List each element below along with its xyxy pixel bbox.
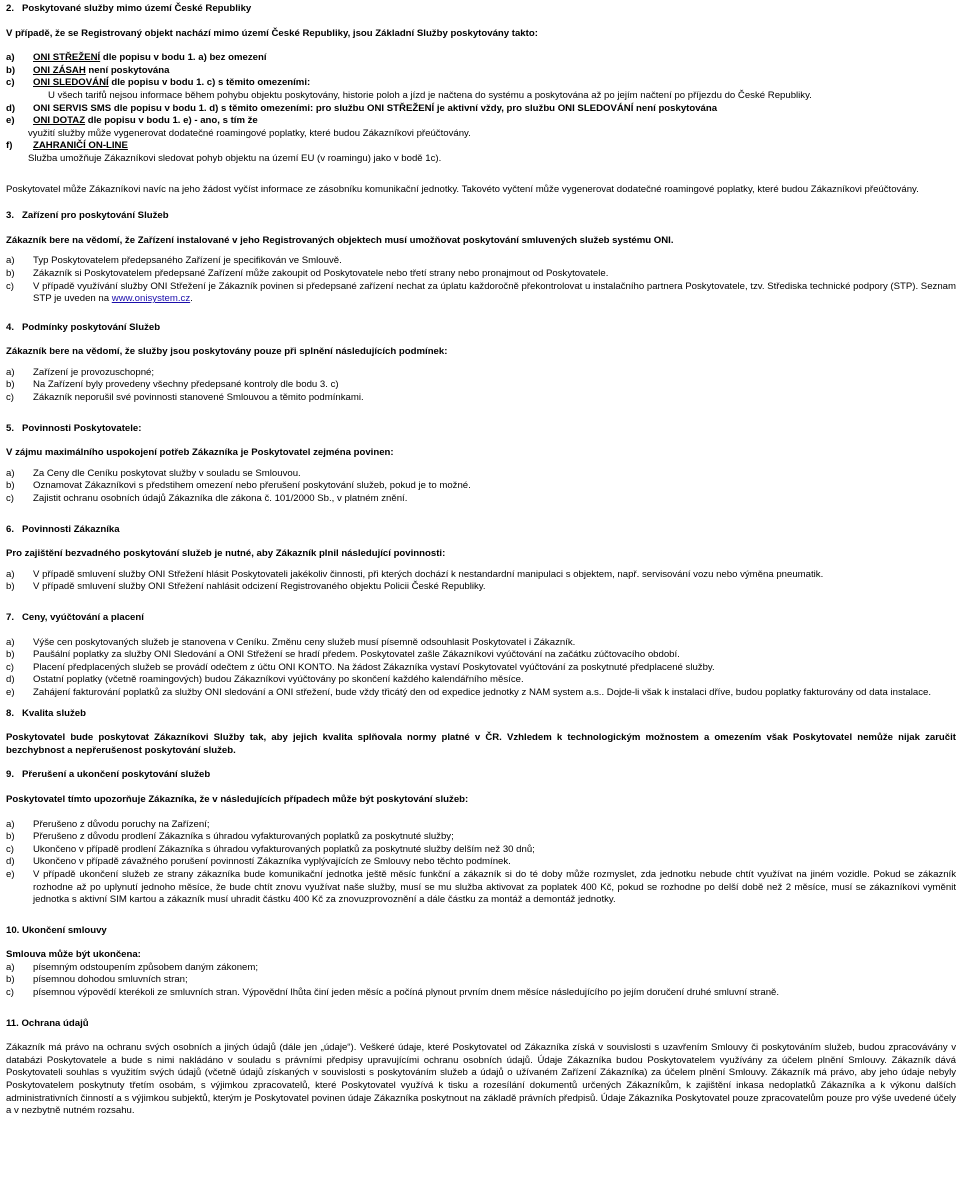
list-item: [6, 674, 956, 687]
item-text: Na Zařízení byly provedeny všechny předepsané kontroly dle bodu 3. c): [33, 379, 339, 391]
item-label: a): [6, 467, 15, 479]
list-item: [6, 649, 956, 662]
list-item: [6, 974, 956, 987]
list-item: [6, 65, 956, 78]
item-label: b): [6, 831, 15, 843]
section-7-heading: 7. Ceny, vyúčtování a placení: [6, 612, 144, 623]
list-item: [6, 493, 956, 506]
item-label: b): [6, 379, 15, 391]
list-item: [6, 687, 956, 700]
section-3-heading: 3. Zařízení pro poskytování Služeb: [6, 210, 169, 222]
onisystem-link[interactable]: www.onisystem.cz: [111, 293, 191, 305]
item-label: e): [6, 686, 15, 698]
list-item: [6, 268, 956, 281]
item-label: a): [6, 366, 15, 378]
section-8-text: Poskytovatel bude poskytovat Zákazníkovi Služby tak, aby jejich kvalita splňovala normy platné v ČR. Vzhledem k technologickým možnostem a omezením však Poskytovatel nemůže nijak zaručit bezchybnost a nepřerušenost poskytování služeb.: [6, 732, 956, 756]
item-text: Ostatní poplatky (včetně roamingových) budou Zákazníkovi vyúčtovány po skončení každého kalendářního měsíce.: [33, 674, 524, 686]
item-text: Zajistit ochranu osobních údajů Zákazníka dle zákona č. 101/2000 Sb., v platném znění.: [33, 493, 408, 505]
item-label: c): [6, 280, 14, 292]
list-item: [6, 819, 956, 832]
item-text: ONI SERVIS SMS dle popisu v bodu 1. d) s těmito omezeními: pro službu ONI STŘEŽENÍ je aktivní vždy, pro službu ONI SLEDOVÁNÍ není poskytována: [33, 102, 718, 114]
list-item: [6, 115, 956, 128]
service-name: ZAHRANIČÍ ON-LINE: [33, 140, 128, 152]
item-label: a): [6, 568, 15, 580]
item-text: písemným odstoupením způsobem daným zákonem;: [33, 961, 259, 973]
item-label: a): [6, 818, 15, 830]
item-note: U všech tarifů nejsou informace během pohybu objektu poskytovány, historie poloh a jízd je načtena do systému a poskytována až po jejím načtení po příjezdu do České Republiky.: [48, 89, 812, 101]
service-name: ONI STŘEŽENÍ: [33, 52, 101, 64]
item-label: d): [6, 856, 15, 868]
list-item: [6, 367, 956, 380]
service-name: ONI DOTAZ: [33, 115, 86, 127]
section-2-heading: 2. Poskytované služby mimo území České Republiky: [6, 3, 252, 14]
list-item: [6, 103, 956, 116]
item-label: c): [6, 661, 14, 673]
item-note: Služba umožňuje Zákazníkovi sledovat pohyb objektu na území EU (v roamingu) jako v bodě 1c).: [28, 152, 442, 164]
list-item: [6, 831, 956, 844]
item-label: b): [6, 581, 15, 593]
item-label: b): [6, 480, 15, 492]
item-text: Za Ceny dle Ceníku poskytovat služby v souladu se Smlouvou.: [33, 467, 301, 479]
service-name: ONI SLEDOVÁNÍ: [33, 77, 109, 89]
item-label: a): [6, 636, 15, 648]
section-2-paragraph: Poskytovatel může Zákazníkovi navíc na jeho žádost vyčíst informace ze zásobníku komunikační jednotky. Takovéto vyčtení může vygenerovat dodatečné roamingové poplatky, které budou Zákazníkovi přeúčtovány.: [6, 183, 919, 195]
list-item: [6, 140, 956, 153]
list-item: [6, 468, 956, 481]
list-item: [6, 844, 956, 857]
item-label: d): [6, 674, 15, 686]
item-label: c): [6, 987, 14, 999]
item-text: Zákazník si Poskytovatelem předepsané Zařízení může zakoupit od Poskytovatele nebo třetí strany nebo pronajmout od Poskytovatele.: [33, 267, 609, 279]
item-text: písemnou výpovědí kterékoli ze smluvních stran. Výpovědní lhůta činí jeden měsíc a počíná plynout prvním dnem měsíce následujícího po jejím doručení druhé smluvní straně.: [33, 987, 780, 999]
item-text: V případě ukončení služeb ze strany zákazníka bude komunikační jednotka ještě měsíc funkční a zákazník si do té doby může rozmyslet, zda jednotku nebude chtít využívat na jiném vozidle. Pokud se zákazník rozhodne až po uplynutí jednoho měsíce, že bude chtít znovu využívat naše služby, musí se mu služba aktivovat za poplatek 400 Kč, pokud se rozhodne po delší době než 2 měsíce, musí se zákazníkovi vyměnit jednotka s aktivní SIM kartou a zákazník musí uhradit částku 400 Kč za znovuzprovoznění a dále částku za montáž a demontáž jednotky.: [33, 868, 956, 906]
section-3-intro: Zákazník bere na vědomí, že Zařízení instalované v jeho Registrovaných objektech musí umožňovat poskytování smluvených služeb systému ONI.: [6, 234, 674, 246]
list-item: [6, 856, 956, 869]
list-item: [6, 987, 956, 1000]
list-item: [6, 480, 956, 493]
item-text: Ukončeno v případě závažného porušení povinností Zákazníka vyplývajících ze Smlouvy nebo těchto podmínek.: [33, 856, 511, 868]
section-5-intro: V zájmu maximálního uspokojení potřeb Zákazníka je Poskytovatel zejména povinen:: [6, 447, 394, 459]
list-item: [6, 637, 956, 650]
item-text: Zákazník neporušil své povinnosti stanovené Smlouvou a těmito podmínkami.: [33, 392, 364, 404]
section-6-intro: Pro zajištění bezvadného poskytování služeb je nutné, aby Zákazník plnil následující povinnosti:: [6, 548, 446, 560]
list-item: [6, 962, 956, 975]
list-item: [6, 281, 956, 306]
item-text: Typ Poskytovatelem předepsaného Zařízení je specifikován ve Smlouvě.: [33, 255, 342, 267]
section-6-heading: 6. Povinnosti Zákazníka: [6, 523, 120, 535]
item-text: V případě smluvení služby ONI Střežení nahlásit odcizení Registrovaného objektu Policii České Republiky.: [33, 581, 486, 593]
item-text: Výše cen poskytovaných služeb je stanovena v Ceníku. Změnu ceny služeb musí písemně odsouhlasit Poskytovatel i Zákazník.: [33, 636, 576, 648]
item-text: V případě využívání služby ONI Střežení je Zákazník povinen si předepsané zařízení nechat za úplatu každoročně překontrolovat u instalačního partnera Poskytovatele, tzv. Střediska technické podpory (STP). Seznam STP je uveden na: [33, 280, 956, 305]
item-label: a): [6, 961, 15, 973]
item-text: Přerušeno z důvodu poruchy na Zařízení;: [33, 818, 210, 830]
item-text-end: .: [190, 293, 193, 305]
section-2-intro: V případě, že se Registrovaný objekt nachází mimo území České Republiky, jsou Základní Služby poskytovány takto:: [6, 27, 538, 39]
item-text: V případě smluvení služby ONI Střežení hlásit Poskytovateli jakékoliv činnosti, při kterých dochází k nestandardní manipulaci s objektem, např. servisování vozu nebo výměna pneumatik.: [33, 568, 824, 580]
list-item: [6, 392, 956, 405]
section-10-intro: Smlouva může být ukončena:: [6, 949, 141, 961]
item-label: b): [6, 649, 15, 661]
section-4-heading: 4. Podmínky poskytování Služeb: [6, 321, 161, 333]
item-text: Přerušeno z důvodu prodlení Zákazníka s úhradou vyfakturovaných poplatků za poskytnuté služby;: [33, 831, 454, 843]
section-11-heading: 11. Ochrana údajů: [6, 1017, 89, 1029]
list-item: [6, 255, 956, 268]
item-note: využití služby může vygenerovat dodatečné roamingové poplatky, které budou Zákazníkovi přeúčtovány.: [28, 127, 471, 139]
section-8-heading: 8. Kvalita služeb: [6, 707, 86, 719]
item-label: a): [6, 255, 15, 267]
section-4-intro: Zákazník bere na vědomí, že služby jsou poskytovány pouze při splnění následujících podmínek:: [6, 346, 448, 358]
list-item: [6, 569, 956, 582]
item-text: Ukončeno v případě prodlení Zákazníka s úhradou vyfakturovaných poplatků za poskytnuté služby delším než 30 dnů;: [33, 843, 535, 855]
item-text: Paušální poplatky za služby ONI Sledování a ONI Střežení se hradí předem. Poskytovatel zašle Zákazníkovi vyúčtování na začátku zúčtovacího období.: [33, 649, 680, 661]
list-item: [6, 662, 956, 675]
item-label: e): [6, 868, 15, 880]
item-label: b): [6, 974, 15, 986]
item-label: c): [6, 843, 14, 855]
item-text: Oznamovat Zákazníkovi s předstihem omezení nebo přerušení poskytování služeb, pokud je to možné.: [33, 480, 471, 492]
service-name: ONI ZÁSAH: [33, 64, 86, 76]
item-text: Zahájení fakturování poplatků za služby ONI sledování a ONI střežení, bude vždy třicátý den od expedice jednotky z NAM system a.s.. Dojde-li však k instalaci dříve, budou poplatky fakturovány od data instalace.: [33, 686, 932, 698]
item-label: f): [6, 140, 13, 152]
item-text: dle popisu v bodu 1. c) s těmito omezeními:: [108, 77, 311, 89]
item-label: c): [6, 77, 15, 89]
item-label: b): [6, 267, 15, 279]
item-label: b): [6, 64, 16, 76]
list-item: [6, 581, 956, 594]
list-item: [6, 379, 956, 392]
section-9-intro: Poskytovatel tímto upozorňuje Zákazníka, že v následujících případech může být poskytování služeb:: [6, 793, 469, 805]
section-11-text: Zákazník má právo na ochranu svých osobních a jiných údajů (dále jen „údaje“). Veškeré údaje, které Poskytovatel od Zákazníka získá v souvislosti s uzavřením Smlouvy či poskytováním služeb, budou zpracovávány v databázi Poskytovatele a bude s nimi nakládáno v souladu s právními předpisy upravujícími ochranu osobních údajů. Údaje Zákazníka budou Poskytovatelem využívány za účelem plnění Smlouvy. Zákazník dává Poskytovateli souhlas s využitím svých údajů (včetně údajů získaných v souvislosti s poskytováním služeb a údajů o užívaném Zařízení Zákazníka) za účelem plnění Smlouvy. Zákazník má právo, aby jeho údaje nebyly Poskytovatelem poskytnuty třetím osobám, s výjimkou zpracovatelů, které Poskytovatel využívá k tisku a rozesílání dokumentů určených Zákazníkům, k zajištění inkasa nedoplatků Zákazníka a k výkonu dalších administrativních činností a s výjimkou subjektů, kterým je Poskytovatel povinen údaje Zákazníka poskytnout na základě právních předpisů. Údaje Zákazníka Poskytovatel pouze zpracovatelům pouze pro výše uvedené účely a v nezbytně nutném rozsahu.: [6, 1042, 956, 1117]
item-text: Placení předplacených služeb se provádí odečtem z účtu ONI KONTO. Na žádost Zákazníka vystaví Poskytovatel vyúčtování za poskytnuté předplacené služby.: [33, 661, 715, 673]
item-text: není poskytována: [85, 64, 170, 76]
item-label: d): [6, 102, 16, 114]
item-label: c): [6, 392, 14, 404]
item-label: c): [6, 493, 14, 505]
section-9-heading: 9. Přerušení a ukončení poskytování služeb: [6, 769, 211, 781]
item-text: dle popisu v bodu 1. e) - ano, s tím že: [85, 115, 258, 127]
item-text: dle popisu v bodu 1. a) bez omezení: [100, 52, 267, 64]
item-text: písemnou dohodou smluvních stran;: [33, 974, 188, 986]
list-item: [6, 52, 956, 65]
document-page: [6, 0, 956, 1118]
section-5-heading: 5. Povinnosti Poskytovatele:: [6, 422, 142, 434]
item-label: e): [6, 115, 15, 127]
list-item: [6, 869, 956, 907]
item-label: a): [6, 52, 15, 64]
section-10-heading: 10. Ukončení smlouvy: [6, 924, 107, 936]
list-item: [6, 77, 956, 90]
item-text: Zařízení je provozuschopné;: [33, 366, 155, 378]
